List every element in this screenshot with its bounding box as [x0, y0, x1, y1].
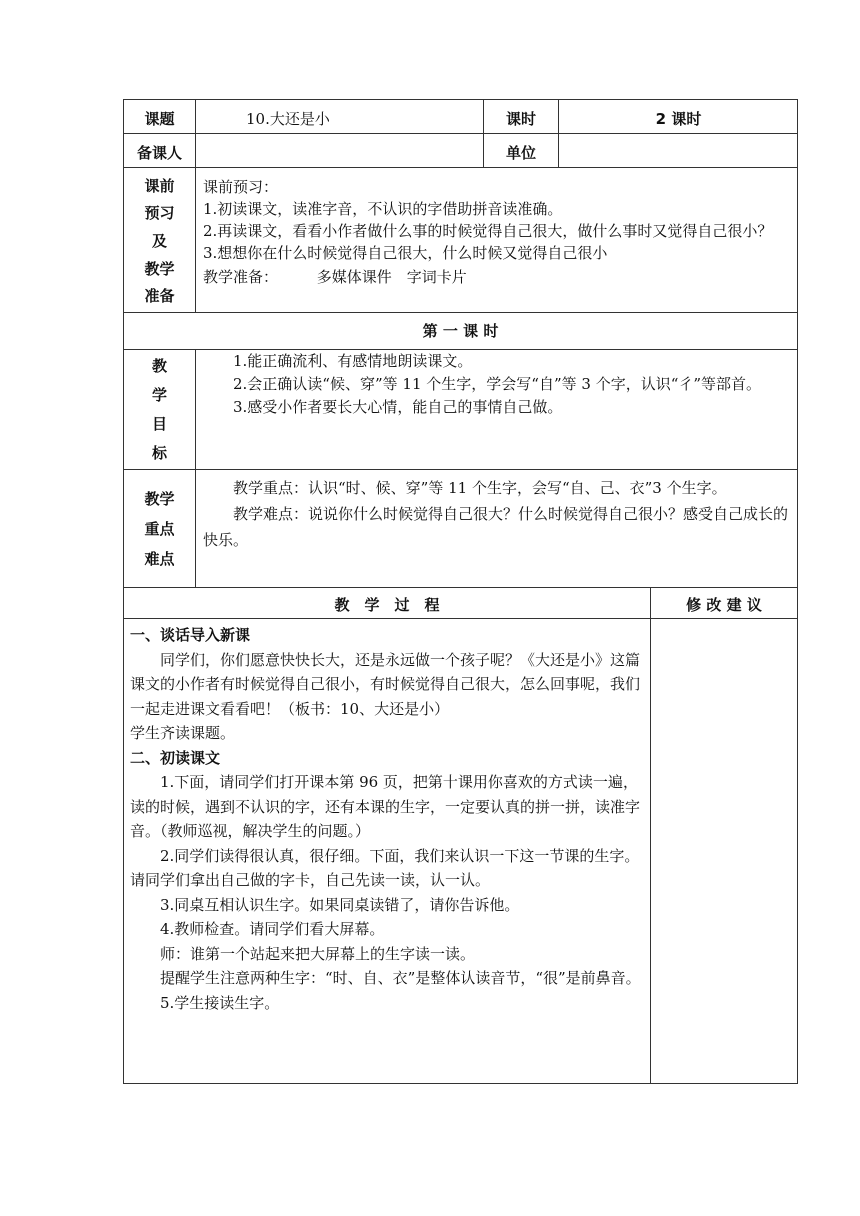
process-step: 3.同桌互相认识生字。如果同桌读错了，请你告诉他。	[160, 895, 520, 914]
focus-label-line: 难点	[144, 550, 175, 568]
focus-label-line: 重点	[144, 520, 175, 538]
row-divider	[123, 587, 798, 588]
row-divider	[123, 469, 798, 470]
unit-label: 单位	[505, 144, 536, 162]
row-divider	[123, 618, 798, 619]
process-paragraph: 学生齐读课题。	[130, 724, 236, 742]
topic-value: 10.大还是小	[246, 110, 330, 128]
prep-label	[124, 172, 195, 310]
preparer-label: 备课人	[136, 144, 182, 162]
prep-label-line: 及	[151, 231, 167, 250]
col-divider	[558, 99, 559, 167]
first-lesson-title: 第 一 课 时	[422, 322, 499, 340]
table-border-right	[797, 99, 798, 1084]
prep-label-line: 准备	[144, 287, 175, 306]
table-border-bottom	[123, 1083, 798, 1084]
process-body	[130, 623, 645, 1015]
process-step: 4.教师检查。请同学们看大屏幕。	[160, 920, 385, 938]
row-divider	[123, 133, 798, 134]
goals-label-line: 标	[151, 443, 167, 462]
period-label: 课时	[505, 110, 536, 128]
col-divider	[195, 349, 196, 587]
process-paragraph: 师：谁第一个站起来把大屏幕上的生字读一读。	[160, 944, 476, 963]
process-step: 2.同学们读得很认真，很仔细。下面，我们来认识一下这一节课的生字。请同学们拿出自己做的字卡，自己先读一读，认一认。	[130, 846, 640, 889]
goal-item: 3.感受小作者要长大心情，能自己的事情自己做。	[233, 398, 563, 416]
teaching-prep-value: 多媒体课件 字词卡片	[316, 268, 467, 286]
goal-item: 2.会正确认读“候、穿”等 11 个生字，学会写“自”等 3 个字，认识“彳”等部首。	[233, 375, 762, 393]
section-title: 一、谈话导入新课	[130, 626, 251, 644]
goals-label-line: 教	[151, 357, 167, 376]
prep-item: 1.初读课文，读准字音，不认识的字借助拼音读准确。	[203, 200, 563, 218]
prep-label-line: 课前	[144, 176, 175, 195]
section-title: 二、初读课文	[130, 748, 221, 767]
goals-label	[124, 352, 195, 467]
prep-label-line: 教学	[144, 259, 175, 278]
goals-label-line: 学	[151, 386, 167, 405]
row-divider	[123, 167, 798, 168]
focus-label	[124, 484, 195, 574]
goals-content	[203, 350, 793, 419]
key-point: 教学重点：认识“时、候、穿”等 11 个生字，会写“自、己、衣”3 个生字。	[233, 479, 727, 497]
topic-label: 课题	[144, 110, 175, 128]
focus-label-line: 教学	[144, 490, 175, 508]
process-paragraph: 提醒学生注意两种生字：“时、自、衣”是整体认读音节，“很”是前鼻音。	[160, 969, 641, 987]
prep-label-line: 预习	[144, 204, 175, 223]
process-step: 5.学生接读生字。	[160, 993, 280, 1012]
process-paragraph: 同学们，你们愿意快快长大，还是永远做一个孩子呢？《大还是小》这篇课文的小作者有时候觉得自己很小，有时候觉得自己很大，怎么回事呢，我们一起走进课文看看吧！（板书：10、大还是小）	[130, 650, 641, 718]
goals-label-line: 目	[151, 414, 167, 433]
process-step: 1.下面，请同学们打开课本第 96 页，把第十课用你喜欢的方式读一遍，读的时候，遇到不认识的字，还有本课的生字，一定要认真的拼一拼，读准字音。（教师巡视，解决学生的问题。）	[130, 773, 641, 840]
row-divider	[123, 312, 798, 313]
prep-item: 2.再读课文，看看小作者做什么事的时候觉得自己很大，做什么事时又觉得自己很小？	[203, 222, 773, 240]
teaching-prep	[203, 266, 793, 288]
difficulty: 教学难点：说说你什么时候觉得自己很大？什么时候觉得自己很小？感受自己成长的快乐。	[203, 505, 789, 549]
goal-item: 1.能正确流利、有感情地朗读课文。	[233, 352, 473, 370]
suggestion-header: 修 改 建 议	[686, 596, 762, 614]
process-header: 教 学 过 程	[334, 596, 440, 614]
col-divider	[650, 587, 651, 1084]
col-divider	[195, 99, 196, 312]
prep-content	[203, 176, 793, 288]
prep-title: 课前预习：	[203, 178, 279, 196]
table-border-top	[123, 99, 798, 100]
focus-content	[203, 475, 793, 553]
teaching-prep-label: 教学准备：	[203, 268, 279, 286]
prep-item: 3.想想你在什么时候觉得自己很大，什么时候又觉得自己很小	[203, 244, 608, 262]
period-value: 2 课时	[655, 110, 702, 128]
